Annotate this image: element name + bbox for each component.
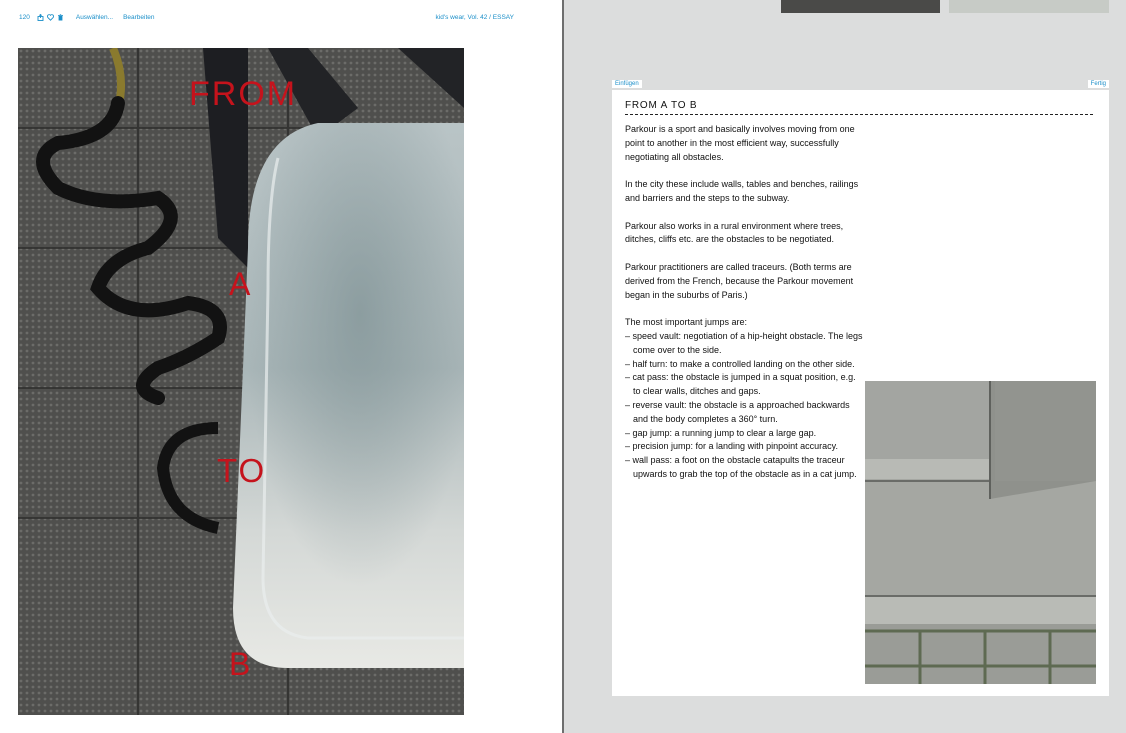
edit-link[interactable]: Bearbeiten	[123, 13, 155, 21]
page-toolbar	[19, 11, 514, 23]
overlay-word-from: FROM	[189, 75, 298, 113]
page-number: 120	[19, 13, 30, 21]
overlay-word-to: TO	[217, 452, 267, 489]
list-item: – cat pass: the obstacle is jumped in a squat position, e.g. to clear walls, ditches and gaps.	[625, 372, 856, 397]
right-page	[564, 0, 1126, 733]
jumps-intro: The most important jumps are:	[625, 317, 748, 328]
overlay-word-b: B	[229, 646, 253, 682]
page-tabs	[781, 0, 1109, 13]
done-button[interactable]: Fertig	[1088, 80, 1109, 88]
cover-photo	[18, 48, 464, 715]
article-paragraph: Parkour is a sport and basically involves moving from one point to another in the most efficient way, successfully negotiating all obstacles.	[625, 124, 855, 162]
article-paragraph: In the city these include walls, tables and benches, railings and barriers and the steps to the subway.	[625, 179, 859, 203]
heart-icon[interactable]	[47, 14, 54, 21]
select-link[interactable]: Auswählen...	[75, 13, 114, 21]
dark-tab[interactable]	[781, 0, 940, 13]
list-item: – wall pass: a foot on the obstacle catapults the traceur upwards to grab the top of the obstacle as in a cat jump.	[625, 455, 857, 479]
article-panel	[612, 90, 1109, 696]
share-icon[interactable]	[37, 14, 44, 21]
overlay-word-a: A	[229, 266, 253, 302]
insert-button[interactable]: Einfügen	[612, 80, 642, 88]
issue-label: kid's wear, Vol. 42 / ESSAY	[435, 13, 514, 21]
list-item: – half turn: to make a controlled landing on the other side.	[625, 358, 855, 369]
list-item: – precision jump: for a landing with pinpoint accuracy.	[625, 441, 838, 452]
trash-icon[interactable]	[57, 14, 64, 21]
left-page	[0, 0, 562, 733]
article-title: FROM A TO B	[625, 100, 1093, 115]
list-item: – speed vault: negotiation of a hip-height obstacle. The legs come over to the side.	[625, 330, 863, 355]
list-item: – gap jump: a running jump to clear a large gap.	[625, 427, 817, 438]
article-paragraph: Parkour practitioners are called traceurs. (Both terms are derived from the French, because the Parkour movement began in the suburbs of Paris.)	[625, 261, 854, 300]
light-tab[interactable]	[949, 0, 1109, 13]
steps-photo	[865, 381, 1096, 684]
jumps-list	[625, 330, 865, 482]
article-paragraph: Parkour also works in a rural environment where trees, ditches, cliffs etc. are the obstacles to be negotiated.	[625, 220, 844, 245]
list-item: – reverse vault: the obstacle is a approached backwards and the body completes a 360° turn.	[625, 399, 850, 424]
article-body	[625, 123, 865, 482]
